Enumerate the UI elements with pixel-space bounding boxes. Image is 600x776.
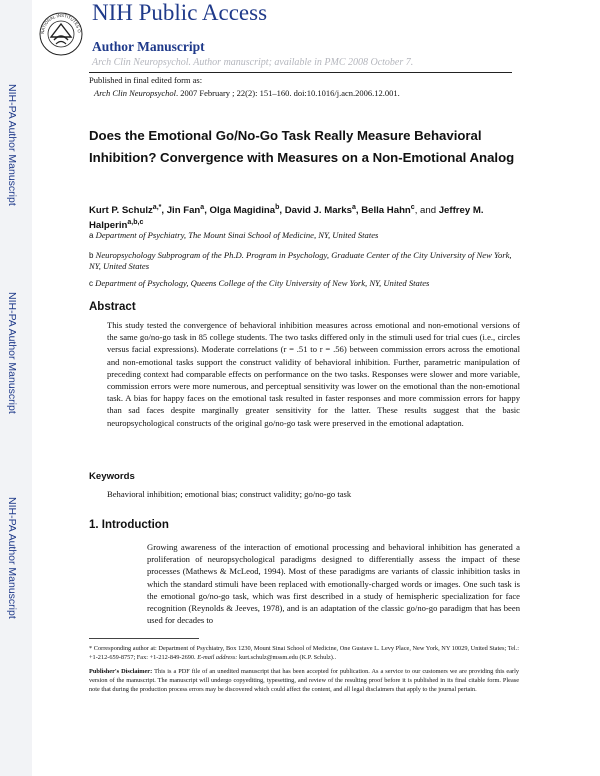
author-list (89, 202, 519, 232)
publisher-disclaimer (89, 667, 519, 694)
introduction-heading: 1. Introduction (89, 519, 169, 531)
affiliation-b (89, 250, 521, 272)
affiliation-text: Department of Psychology, Queens College of the City University of New York, NY, United States (95, 278, 430, 288)
publication-line: Published in final edited form as: (89, 75, 203, 85)
keywords-text: Behavioral inhibition; emotional bias; construct validity; go/no-go task (107, 489, 352, 499)
email-address: kurt.schulz@mssm.edu (K.P. Schulz).. (238, 654, 337, 661)
header-subtitle: Author Manuscript (92, 39, 205, 54)
author-separator: , (161, 205, 167, 217)
header-rule (89, 72, 512, 73)
affiliation-mark: c (89, 279, 93, 288)
author-affiliation-mark: a (200, 204, 205, 211)
disclaimer-text: This is a PDF file of an unedited manuscript that has been accepted for publication. As a service to our customers we are providing this early version of the manuscript. The manuscript will undergo copyediting, typesetting, and review of the resulting proof before it is published in its final citable form. Please note that during the production process errors may be discovered which could affect the content, and all legal disclaimers that apply to the journal pertain. (89, 668, 519, 693)
author-separator: , (355, 205, 362, 217)
logo-ring-text: NATIONAL INSTITUTES O (39, 12, 82, 35)
author-name: Kurt P. Schulz (89, 205, 153, 217)
sidebar-label-3: NIH-PA Author Manuscript (6, 497, 18, 619)
author-name: Jeffrey M. Halperin (89, 205, 484, 232)
journal-name: Arch Clin Neuropsychol (94, 88, 176, 98)
author-affiliation-mark: a,* (152, 204, 162, 211)
affiliation-c (89, 278, 521, 289)
affiliation-text: Neuropsychology Subprogram of the Ph.D. Program in Psychology, Graduate Center of the City University of New York, NY, United States (89, 250, 512, 271)
sidebar-label-2: NIH-PA Author Manuscript (6, 292, 18, 414)
svg-text:NATIONAL INSTITUTES OF HEALTH (37, 4, 82, 34)
author-name: Olga Magidina (209, 205, 276, 217)
email-label: E-mail address: (197, 654, 238, 661)
sidebar-label-1: NIH-PA Author Manuscript (6, 84, 18, 206)
keywords-heading: Keywords (89, 471, 135, 482)
correspondence-footnote (89, 644, 519, 662)
footnote-rule (89, 638, 199, 639)
article-title: Does the Emotional Go/No-Go Task Really Measure Behavioral Inhibition? Convergence with Measures on a Non-Emotional Analog (89, 128, 515, 165)
author-and: , and (414, 205, 439, 217)
author-name: Bella Hahn (361, 205, 411, 217)
left-margin-sidebar (0, 0, 32, 776)
affiliation-a (89, 230, 521, 241)
introduction-text: Growing awareness of the interaction of emotional processing and behavioral inhibition has generated a proliferation of neuropsychological paradigms designed to differentially assess the impact of these processes (Mathews & McLeod, 1994). Most of these paradigms are variants of classic inhibition tasks in which the standard stimuli have been replaced with emotionally-charged words or images. One such task is the emotional go/no-go task, which was first described in a study of hemispheric specialization for face recognition (Reynolds & Jeeves, 1978), and is an adaptation of the classic go/no-go paradigm that has been used for decades to (147, 542, 520, 626)
correspondence-text: * Corresponding author at: Department of Psychiatry, Box 1230, Mount Sinai School of Medicine, One Gustave L. Levy Place, New York, NY 10029, United States; Tel.: +1-212-659-8757; Fax: +1-212-849-2690. (89, 645, 519, 661)
nih-logo-icon (37, 4, 85, 70)
abstract-heading: Abstract (89, 301, 136, 313)
abstract-text: This study tested the convergence of behavioral inhibition measures across emotional and non-emotional versions of the same go/no-go task in 85 college students. The two tasks differed only in the stimuli used for trial cues (i.e., circles versus facial expressions). Moderate correlations (r = .51 to r = .56) between commission errors across the emotional and non-emotional tasks support the construct validity of behavioral inhibition. Further, parametric manipulation of preceding context had comparable effects on performance on the two tasks. Responses were slower and more variable, commission errors were more numerous, and perceptual sensitivity was lower on the emotional than the non-emotional task. A bias for happy faces on the emotional task resulted in faster responses and more commission errors for happy than sad faces despite marginally greater sensitivity for the latter. These results suggest that the basic neuropsychological constructs of the original go/no-go task were preserved in the emotional adaptation. (107, 320, 520, 428)
author-affiliation-mark: a (351, 204, 356, 211)
disclaimer-label: Publisher's Disclaimer: (89, 668, 153, 675)
header-availability-note: Arch Clin Neuropsychol. Author manuscript; available in PMC 2008 October 7. (92, 57, 414, 68)
author-affiliation-mark: c (410, 204, 415, 211)
author-affiliation-mark: a,b,c (127, 219, 144, 227)
header-title: NIH Public Access (92, 0, 268, 25)
affiliation-mark: b (89, 251, 94, 260)
author-name: David J. Marks (284, 205, 352, 217)
author-name: Jin Fan (166, 205, 201, 217)
citation-details: . 2007 February ; 22(2): 151–160. doi:10.1016/j.acn.2006.12.001. (176, 88, 400, 98)
publication-citation (94, 88, 400, 98)
author-separator: , (279, 205, 285, 217)
author-affiliation-mark: b (275, 204, 280, 211)
affiliation-mark: a (89, 231, 94, 240)
affiliation-text: Department of Psychiatry, The Mount Sinai School of Medicine, NY, United States (95, 230, 379, 240)
author-separator: , (204, 205, 210, 217)
